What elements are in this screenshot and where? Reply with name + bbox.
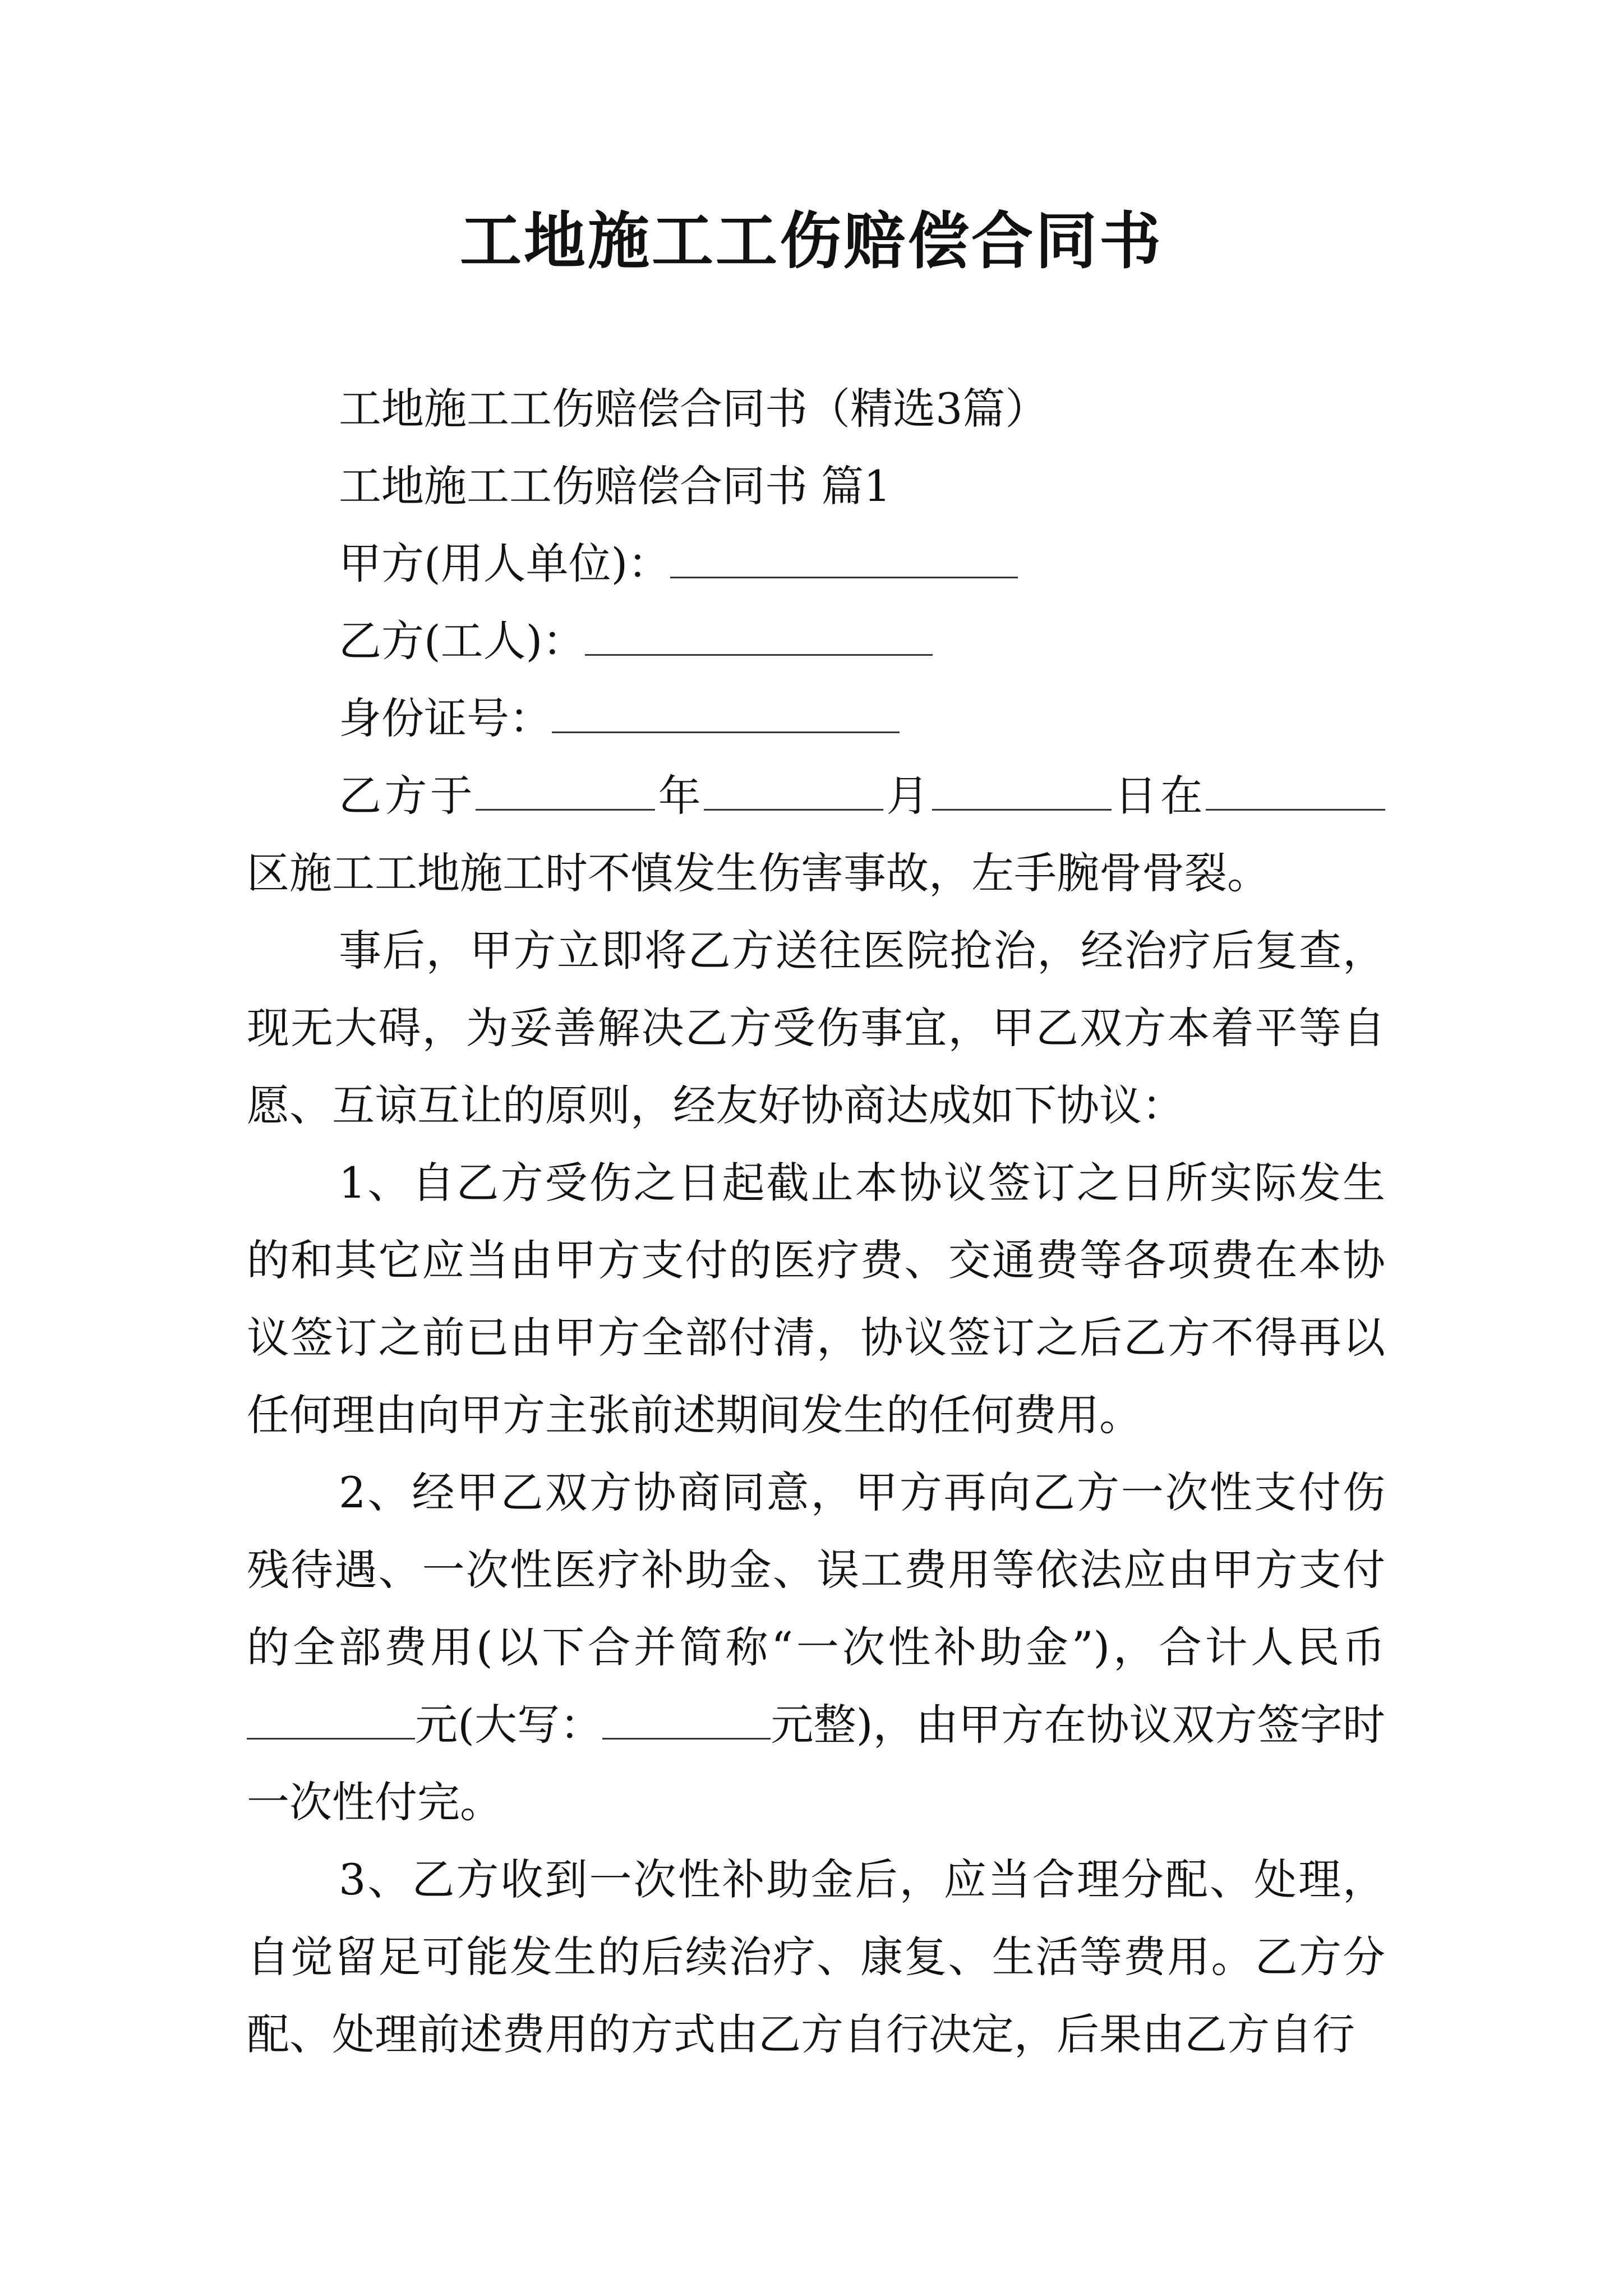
clause-3: 3、乙方收到一次性补助金后，应当合理分配、处理，自觉留足可能发生的后续治疗、康复、生活等费用。乙方分配、处理前述费用的方式由乙方自行决定，后果由乙方自行 (247, 1855, 1385, 2059)
clause-2-before: 2、经甲乙双方协商同意，甲方再向乙方一次性支付伤残待遇、一次性医疗补助金、误工费用等依法应由甲方支付的全部费用(以下合并简称“一次性补助金”)，合计人民币 (247, 1467, 1385, 1672)
party-a-label: 甲方(用人单位)： (339, 539, 671, 588)
id-line (247, 680, 1385, 757)
aftermath-paragraph: 事后，甲方立即将乙方送往医院抢治，经治疗后复查，现无大碍，为妥善解决乙方受伤事宜，甲乙双方本着平等自愿、互谅互让的原则，经友好协商达成如下协议： (247, 926, 1385, 1130)
clause-2 (247, 1454, 1385, 1841)
document-title: 工地施工工伤赔偿合同书 (460, 205, 1163, 277)
amount-blank (247, 1699, 415, 1740)
day-at-label: 日在 (1111, 771, 1206, 821)
year-blank (476, 770, 655, 811)
day-blank (932, 770, 1112, 811)
year-label: 年 (655, 771, 704, 821)
section-heading: 工地施工工伤赔偿合同书 篇1 (339, 461, 891, 511)
id-blank (552, 692, 900, 733)
accident-paragraph (247, 757, 1385, 912)
subtitle: 工地施工工伤赔偿合同书（精选3篇） (339, 384, 1048, 434)
clause-1: 1、自乙方受伤之日起截止本协议签订之日所实际发生的和其它应当由甲方支付的医疗费、交通费等各项费在本协议签订之前已由甲方全部付清，协议签订之后乙方不得再以任何理由向甲方主张前述期间发生的任何费用。 (247, 1158, 1385, 1440)
district-blank (1206, 770, 1385, 811)
month-label: 月 (883, 771, 932, 821)
yuan-label: 元(大写： (415, 1700, 603, 1750)
accident-rest: 区施工工地施工时不慎发生伤害事故，左手腕骨骨裂。 (247, 848, 1270, 898)
id-label: 身份证号： (339, 693, 552, 743)
amount-words-blank (602, 1699, 771, 1740)
clause-2-after: 元整)，由甲方在协议双方签字时一次性付完。 (247, 1700, 1385, 1827)
month-blank (704, 770, 883, 811)
party-b-line (247, 602, 1385, 680)
party-b-blank (585, 615, 933, 656)
accident-prefix: 乙方于 (339, 771, 476, 821)
document-body (247, 370, 1385, 2073)
party-a-blank (670, 537, 1018, 578)
party-a-line (247, 525, 1385, 602)
party-b-label: 乙方(工人)： (339, 616, 585, 666)
